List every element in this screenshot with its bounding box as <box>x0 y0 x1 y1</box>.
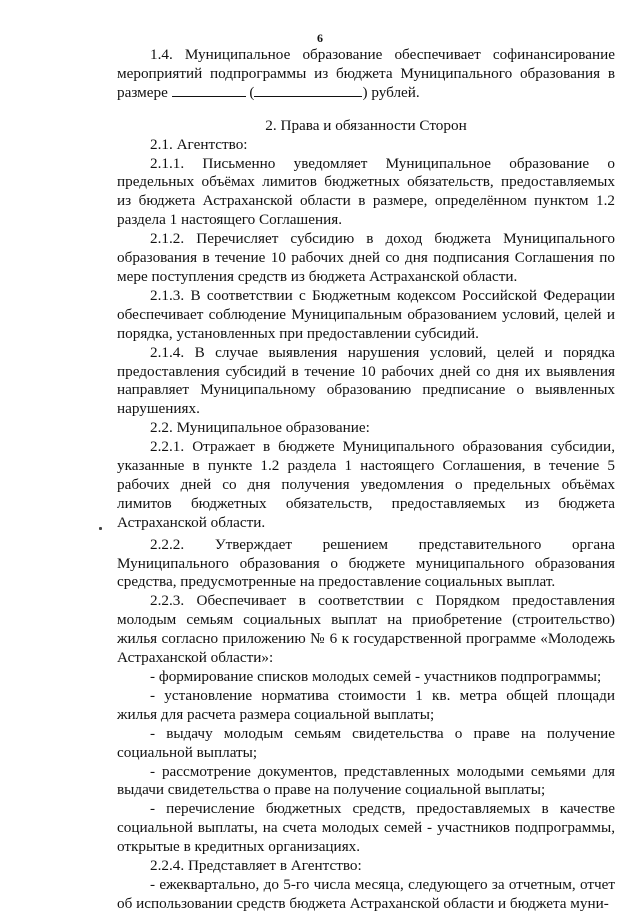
paragraph-1-4 <box>117 46 615 103</box>
page-number: 6 <box>317 31 323 45</box>
section-title: 2. Права и обязанности Сторон <box>265 116 467 134</box>
list-item: - формирование списков молодых семей - участников подпрограммы; <box>150 668 602 685</box>
document-body <box>117 46 615 914</box>
paragraph: 2.2. Муниципальное образование: <box>150 419 370 437</box>
list-item: - ежеквартально, до 5-го числа месяца, следующего за отчетным, отчет об использовании средств бюджета Астраханской области и бюджета муни- <box>117 875 615 912</box>
paragraph: 2.1.1. Письменно уведомляет Муниципальное образование о предельных объёмах лимитов бюджетных обязательств, предоставляемых из бюджета Астраханской области в размере, определённом пунктом 1.2 раздела 1 настоящего Соглашения. <box>117 154 615 229</box>
paragraph: 2.1. Агентство: <box>150 135 248 153</box>
paragraph: 2.2.3. Обеспечивает в соответствии с Порядком предоставления молодым семьям социальных выплат на приобретение (строительство) жилья согласно приложению № 6 к государственной программе «Молодежь Астраханской области»: <box>117 592 615 667</box>
list-item: - рассмотрение документов, представленных молодыми семьями для выдачи свидетельства о праве на получение социальной выплаты; <box>117 762 615 799</box>
paragraph: 2.2.2. Утверждает решением представительного органа Муниципального образования о бюджете муниципального образования средства, предусмотренные на предоставление социальных выплат. <box>117 535 615 591</box>
paragraph: 2.1.3. В соответствии с Бюджетным кодексом Российской Федерации обеспечивает соблюдение Муниципальным образованием условий, целей и порядка, установленных при предоставлении субсидий. <box>117 286 615 342</box>
amount-blank <box>172 84 246 97</box>
list-item: - выдачу молодым семьям свидетельства о праве на получение социальной выплаты; <box>117 724 615 761</box>
paragraph: 2.2.1. Отражает в бюджете Муниципального образования субсидии, указанные в пункте 1.2 раздела 1 настоящего Соглашения, в течение 5 рабочих дней со дня получения уведомления о предельных объёмах лимитов бюджетных обязательств, предоставляемых из бюджета Астраханской области. <box>117 438 615 531</box>
paragraph: 2.1.4. В случае выявления нарушения условий, целей и порядка предоставления субсидий в течение 10 рабочих дней со дня их выявления направляет Муниципальному образованию предписание о выявленных нарушениях. <box>117 343 615 418</box>
paragraph: 2.1.2. Перечисляет субсидию в доход бюджета Муниципального образования в течение 10 рабочих дней со дня подписания Соглашения по мере поступления средств из бюджета Астраханской области. <box>117 230 615 285</box>
list-item: - установление норматива стоимости 1 кв. метра общей площади жилья для расчета размера социальной выплаты; <box>117 686 615 723</box>
scan-speck <box>99 527 102 530</box>
paragraph-1-4-suffix: ) рублей. <box>362 83 420 101</box>
paragraph-1-4-text: 1.4. Муниципальное образование обеспечивает софинансирование мероприятий подпрограммы из бюджета Муниципального образования в размере <box>117 46 615 101</box>
paragraph: 2.2.4. Представляет в Агентство: <box>150 857 362 875</box>
amount-words-blank <box>254 84 362 97</box>
list-item: - перечисление бюджетных средств, предоставляемых в качестве социальной выплаты, на счета молодых семей - участников подпрограммы, открытые в кредитных организациях. <box>117 800 615 856</box>
open-paren: ( <box>249 83 255 101</box>
